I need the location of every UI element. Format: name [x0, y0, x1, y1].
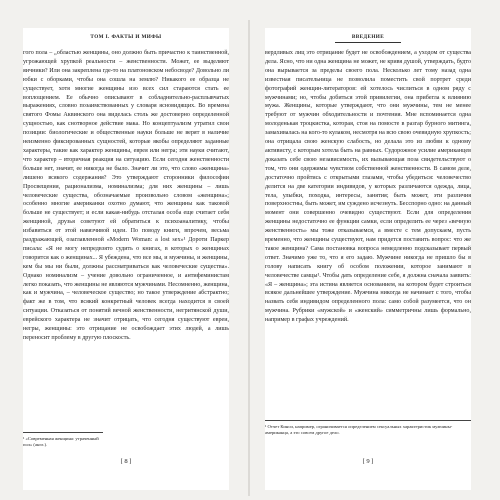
left-page-number: [ 8 ]: [120, 458, 132, 465]
left-body-text: гого пола – „областью женщины, оно должно быть причастно к таинственной, угрожающей хрупкой реальности – женственности. Может, ее выделяют яичники? Или она закреплена где-то на платоновском небосводе? Довольно ли юбки с оборками, чтобы она сошла на землю? Никакого ее образца не существует, хотя многие женщины изо всех сил стараются стать ее воплощением. Ее обычно описывают в собладнительно-расплывчатых выражениях, словно позаимствованных у словаря ясновидящих. Во времена святого Фомы Аквинского она виделась столь же достоверно определенной сущностью, как снотворное действие мака. Но концептуализм утратил свои позиции: биологические и общественные науки больше не верят в наличие неизменно фиксированных сущностей, которые якобы определяют заданные характеры, такие как характер женщины, еврея или негра; эти науки считают, что характер – вторичная реакция на ситуацию. Если сегодня женственности больше нет, значит, ее никогда не было. Значит ли это, что слово «женщина» лишено всякого содержания? Это утверждают сторонники философии Просвещения, рационализма, номинализма; для них женщины – лишь человеческие существа, обозначаемые произвольно словом «женщина»; особенно многие американки охотно думают, что женщины как таковой больше не существует; и если какая-нибудь отсталая особа еще считает себя женщиной, друзья советуют ей обратиться к психоаналитику, чтобы избавиться от этой навязчивой идеи. По поводу книги, впрочем, весьма раздражающей, озаглавленной «Modern Woman: a lost sex»¹ Дороти Паркер писала: «Я не могу непредвзято судить о книгах, в которых о женщинах говорится как о женщинах... Я убеждена, что все мы, и мужчины, и женщины, кем бы мы ни были, должны рассматриваться как человеческие существа». Однако номинализм – учение довольно ограниченное, и антифеминистам легко показать, что женщины не являются мужчинами. Несомненно, женщина, как и мужчина, – человеческое существо; но такое утверждение абстрактно; факт же в том, что всякий конкретный человек всегда находится в своей ситуации. Отказаться от понятий вечной женственности, негритянской души, еврейского характера не значит отрицать, что сегодня существуют евреи, негры, женщины: это отрицание не освобождает этих людей, а лишь переносит проблему в другую плоскость.: [23, 50, 229, 341]
left-footnote: [23, 432, 103, 448]
right-running-head: ВВЕДЕНИЕ: [265, 28, 471, 46]
right-page: [265, 28, 471, 490]
left-page: [23, 28, 229, 490]
right-footnote: [265, 420, 471, 436]
left-footnote-text: ¹ «Современная женщина: утраченный пол» (англ.).: [23, 436, 99, 448]
right-body-text: вердливых лиц это отрицание будет не освобождением, а уходом от существа дела. Ясно, что ни одна женщина не может, не кривя душой, утверждать, будто она вырывается за пределы своего пола. Несколько лет тому назад одна известная писательница не позволила поместить свой портрет среди фотографий женщин-литераторов: ей хотелось числиться в одном ряду с мужчинами; но, чтобы добиться этой привилегии, она прибегла к влиянию мужа. Женщины, которые утверждают, что они мужчины, тем не менее требуют от мужчин обходительности и почтения. Мне вспоминается одна молоденькая троцкистка, которая, стоя на помосте в разгар бурного митинга, замахивалась на кого-то кулаком, несмотря на всю свою очевидную хрупкость; она отрицала свою женскую слабость, но делала это из любви к одному активисту, с которым хотела быть на равных. Судорожное усилие американцев доказать себе свою независимость, их вызывающая поза свидетельствуют о том, что они одержимы чувством собственной женственности. В самом деле, достаточно пройтись с открытыми глазами, чтобы убедиться: человечество делится на две категории индивидов, у которых различаются одежда, лица, тела, улыбки, походка, интересы, занятия; быть может, эти различия поверхностны, быть может, им суждено исчезнуть. Бесспорно одно: на данный момент они совершенно очевидно существуют. Если для определения женщины недостаточно ее функции самки, если определить ее через «вечную женственность» мы тоже отказываемся, а вместе с тем допускаем, пусть временно, что женщины существуют, нам придется поставить вопрос: что же такое женщина? Сама постановка вопроса немедленно подсказывает первый ответ. Значимо уже то, что я его задаю. Мужчине никогда не пришло бы в голову написать книгу об особом положении, которое занимают в человечестве самцы¹. Чтобы дать определение себе, я должна сначала заявить: «Я – женщина»; эта истина является основанием, на котором будет строиться всякое дальнейшее утверждение. Мужчина никогда не начинает с того, чтобы назвать себя индивидом определенного пола: само собой разумеется, что он мужчина. Рубрики «мужской» и «женский» симметричны лишь формально, например в графах учреждений.: [265, 50, 471, 324]
left-running-head: ТОМ I. ФАКТЫ И МИФЫ: [90, 34, 162, 40]
right-page-number: [ 9 ]: [362, 458, 374, 465]
right-footnote-text: ¹ Отчет Кинси, например, ограничивается определением сексуальных характеристик мужчины-американца, а это совсем другое дело.: [265, 424, 453, 436]
book-gutter: [248, 20, 250, 496]
